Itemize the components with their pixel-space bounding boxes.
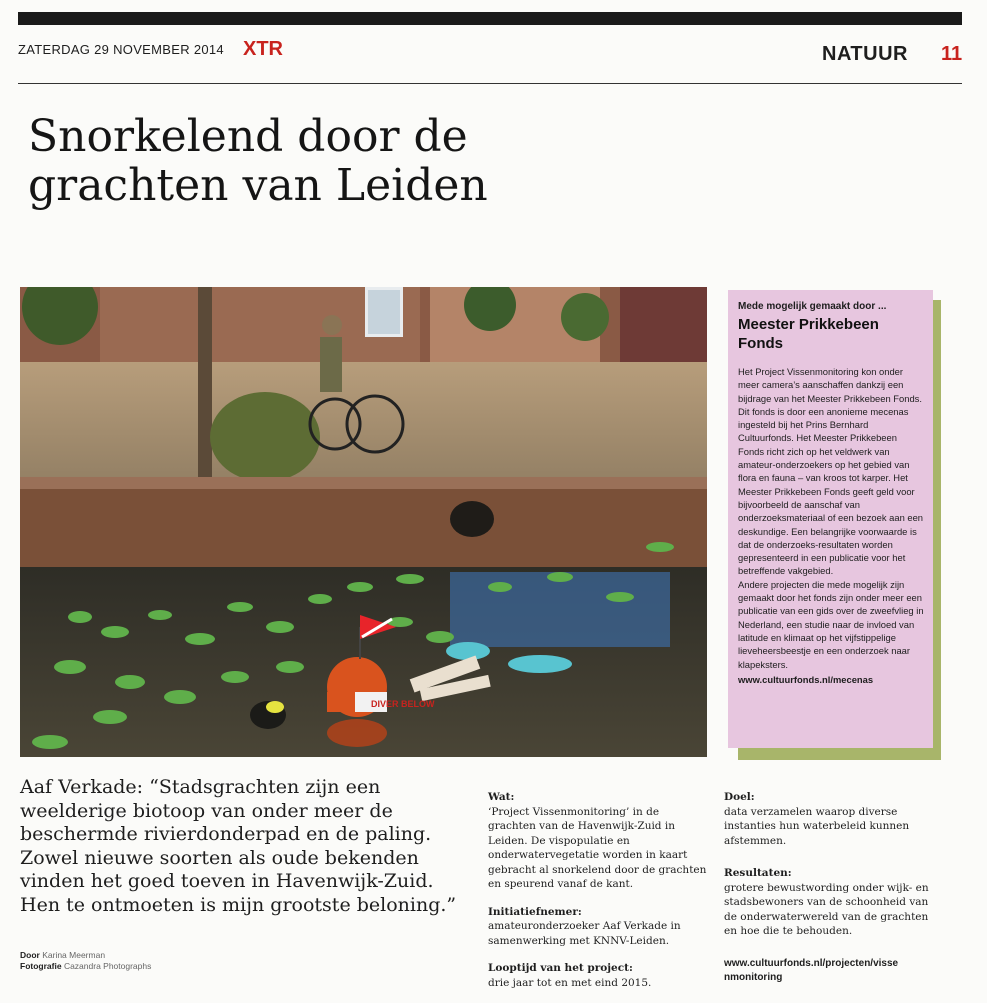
sidebar-intro: Mede mogelijk gemaakt door ... bbox=[738, 301, 887, 312]
page-number: 11 bbox=[941, 43, 963, 65]
info-heading: Looptijd van het project: bbox=[488, 962, 633, 974]
article-headline: Snorkelend door de grachten van Leiden bbox=[28, 111, 488, 211]
author-name: Karina Meerman bbox=[42, 950, 106, 960]
info-text: amateuronderzoeker Aaf Verkade in samenwerking met KNNV-Leiden. bbox=[488, 920, 681, 947]
photo-label: Fotografie bbox=[20, 961, 62, 971]
byline bbox=[20, 950, 151, 972]
project-link[interactable]: www.cultuurfonds.nl/projecten/vissenmonitoring bbox=[724, 957, 899, 983]
info-text: ‘Project Vissenmonitoring’ in de grachten van de Havenwijk-Zuid in Leiden. De vispopulatie en onderwatervegetatie worden in kaart gebracht al snorkelend door de grachten en speurend vanaf de kant. bbox=[488, 805, 707, 890]
info-text: grotere bewustwording onder wijk- en stadsbewoners van de schoonheid van de onderwaterwereld van de grachten en hoe die te behouden. bbox=[724, 881, 929, 937]
article-photo bbox=[20, 287, 707, 757]
sidebar-link[interactable]: www.cultuurfonds.nl/mecenas bbox=[738, 673, 874, 685]
sidebar-title: Meester Prikkebeen Fonds bbox=[738, 316, 879, 352]
fund-sidebar bbox=[728, 290, 933, 748]
info-heading: Initiatiefnemer: bbox=[488, 905, 582, 918]
issue-date: ZATERDAG 29 NOVEMBER 2014 bbox=[18, 42, 224, 57]
info-column-right bbox=[724, 790, 939, 985]
info-text: drie jaar tot en met eind 2015. bbox=[488, 976, 652, 989]
top-rule bbox=[18, 12, 962, 25]
info-text: data verzamelen waarop diverse instanties hun waterbeleid kunnen afstemmen. bbox=[724, 805, 910, 847]
pull-quote: Aaf Verkade: “Stadsgrachten zijn een weelderige biotoop van onder meer de beschermde rivierdonderpad en de paling. Zowel nieuwe soorten als oude bekenden vinden het goed toeven in Havenwijk-Zuid. Hen te ontmoeten is mijn grootste beloning.” bbox=[20, 776, 457, 916]
info-heading: Resultaten: bbox=[724, 867, 792, 879]
info-heading: Wat: bbox=[488, 791, 515, 803]
section-title: NATUUR bbox=[822, 43, 908, 65]
info-heading: Doel: bbox=[724, 791, 755, 803]
sidebar-paragraph: Andere projecten die mede mogelijk zijn gemaakt door het fonds zijn onder meer een publicatie van een gids over de zweefvlieg in Nederland, een studie naar de invloed van latitude en klimaat op het vijfstippelige lieveheersbeestje en een onderzoek naar klapeksters. bbox=[738, 578, 924, 670]
header-divider bbox=[18, 83, 962, 84]
sidebar-paragraph: Het Project Vissenmonitoring kon onder meer camera’s aanschaffen dankzij een bijdrage van het Meester Prikkebeen Fonds. Dit fonds is door een anonieme mecenas ingesteld bij het Prins Bernhard Cultuurfonds. Het Meester Prikkebeen Fonds richt zich op het veldwerk van amateur-onderzoekers op het gebied van flora en fauna – van kroos tot karper. Het Meester Prikkebeen Fonds geeft geld voor bijvoorbeeld de aanschaf van onderzoeksmateriaal of een bezoek aan een deskundige. Een belangrijke voorwaarde is dat de onderzoeks-resultaten worden gepresenteerd in een publicatie voor het betreffende vakgebied. bbox=[738, 366, 924, 577]
info-column-left bbox=[488, 790, 708, 1003]
photographer-name: Cazandra Photographs bbox=[63, 961, 152, 971]
brand-logo: XTR bbox=[243, 38, 283, 60]
author-label: Door bbox=[20, 950, 40, 960]
buoy-label: DIVER BELOW bbox=[371, 699, 435, 709]
